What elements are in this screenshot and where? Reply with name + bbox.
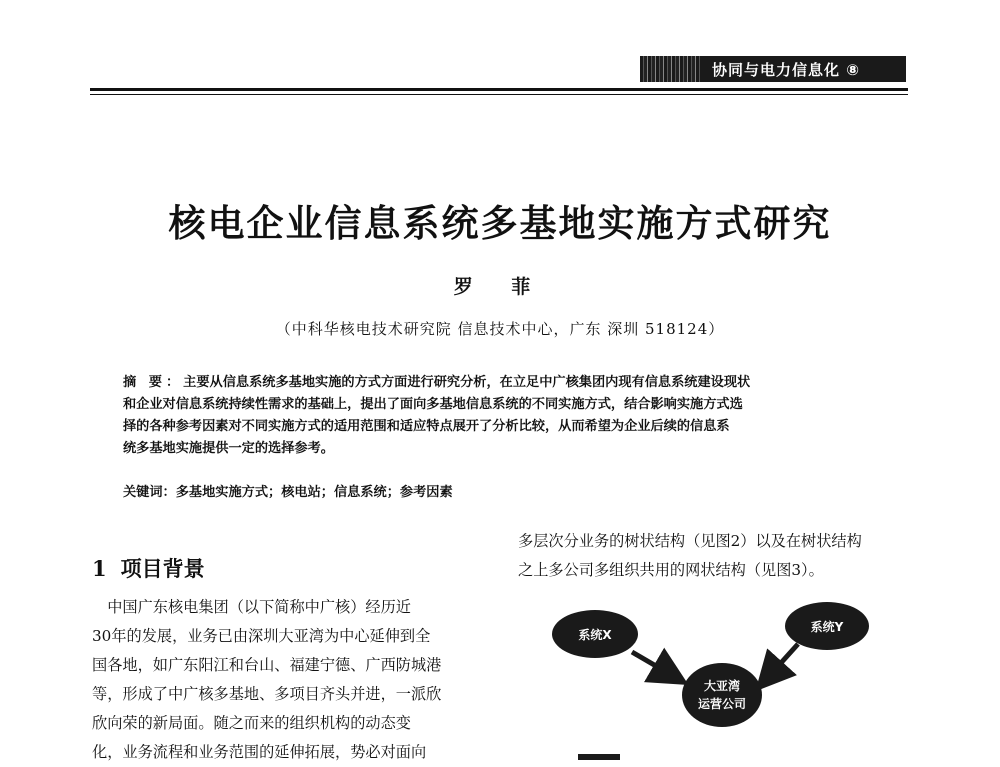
author-affiliation: （中科华核电技术研究院 信息技术中心，广东 深圳 518124） [275,320,725,338]
network-diagram [540,600,920,760]
body-line: 之上多公司多组织共用的网状结构（见图3）。 [518,561,824,579]
node-system-y-label: 系统Y [810,620,844,634]
node-center-label-1: 大亚湾 [703,679,741,693]
node-partial-bottom [578,754,620,760]
node-center [682,663,762,727]
body-line: 国各地，如广东阳江和台山、福建宁德、广西防城港 [92,656,442,674]
body-line: 等，形成了中广核多基地、多项目齐头并进，一派欣 [92,685,442,703]
body-line: 欣向荣的新局面。随之而来的组织机构的动态变 [92,714,411,732]
abstract-line: 择的各种参考因素对不同实施方式的适用范围和适应特点展开了分析比较，从而希望为企业后续的信息系 [123,419,730,434]
abstract-line: 和企业对信息系统持续性需求的基础上，提出了面向多基地信息系统的不同实施方式，结合影响实施方式选 [123,397,743,412]
section-heading [92,553,205,583]
section-title: 项目背景 [120,556,205,581]
section-body-left [92,593,477,767]
abstract-line: 统多基地实施提供一定的选择参考。 [123,441,334,456]
journal-name: 协同与电力信息化 ⑧ [712,61,860,79]
body-line: 多层次分业务的树状结构（见图2）以及在树状结构 [518,532,862,550]
header-rule-thin [90,94,908,95]
section-body-right [518,527,913,585]
journal-header-band [640,56,906,82]
node-system-x-label: 系统X [578,628,612,642]
abstract [123,372,875,460]
section-number: 1 [92,556,107,581]
paper-author: 罗 菲 [453,276,547,298]
paper-title: 核电企业信息系统多基地实施方式研究 [168,201,832,245]
header-texture [640,56,700,82]
header-rule-thick [90,88,908,91]
edge-y-to-center [762,644,798,684]
abstract-line: 主要从信息系统多基地实施的方式方面进行研究分析，在立足中广核集团内现有信息系统建设现状 [183,375,751,390]
node-center-label-2: 运营公司 [697,697,747,711]
keywords-text: 多基地实施方式；核电站；信息系统；参考因素 [175,485,453,500]
abstract-label: 摘 要： [123,375,184,390]
keywords [123,481,875,500]
edge-x-to-center [632,652,680,680]
body-line: 中国广东核电集团（以下简称中广核）经历近 [92,598,411,616]
keywords-label: 关键词： [123,485,176,500]
badge-icon: ⑧ [846,61,860,79]
body-line: 化，业务流程和业务范围的延伸拓展，势必对面向 [92,743,427,761]
body-line: 30年的发展，业务已由深圳大亚湾为中心延伸到全 [92,627,431,645]
